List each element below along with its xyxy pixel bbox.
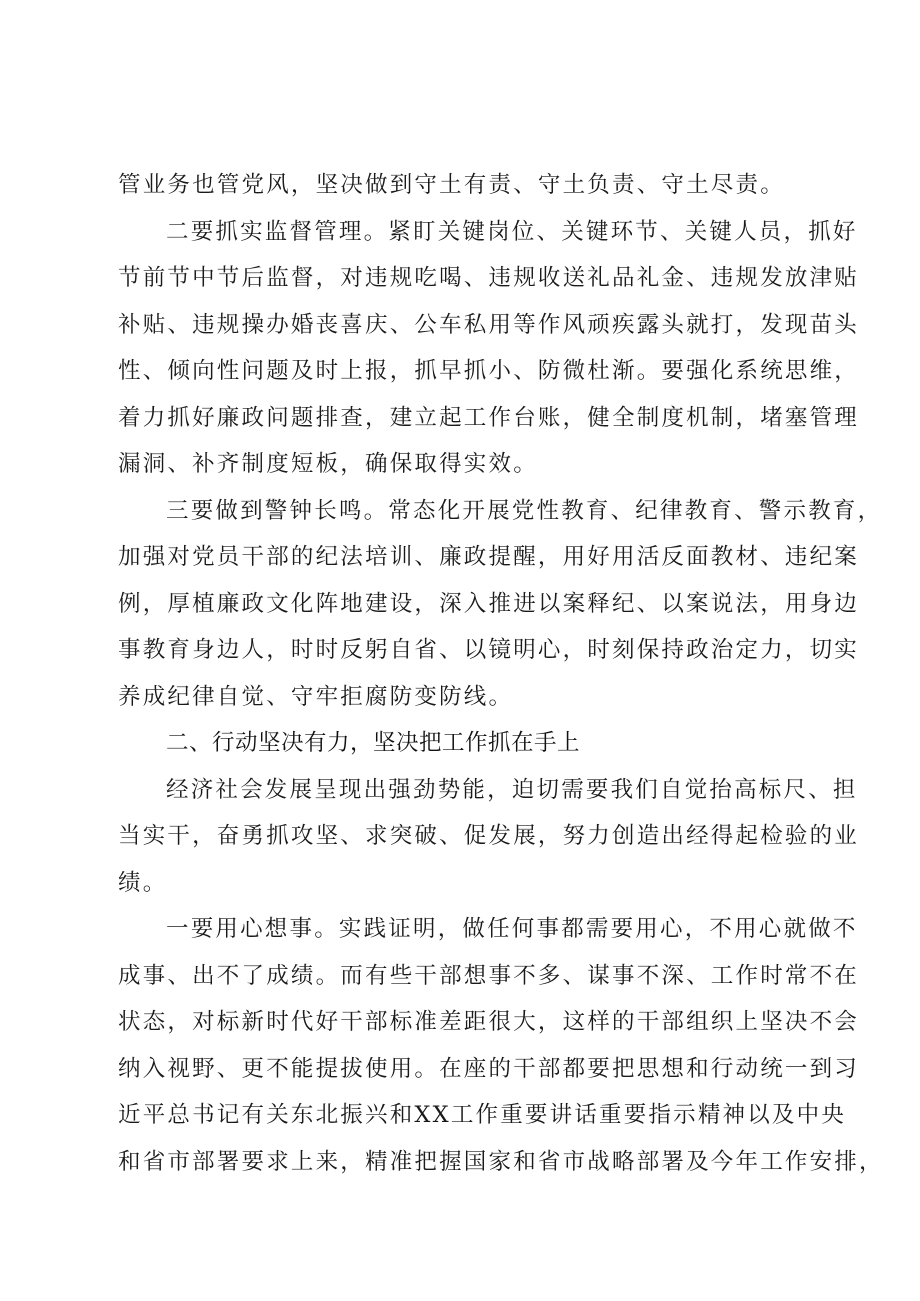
text-line: 状态，对标新时代好干部标准差距很大，这样的干部组织上坚决不会	[118, 1009, 860, 1035]
text-line: 养成纪律自觉、守牢拒腐防变防线。	[118, 683, 514, 710]
text-line: 事教育身边人，时时反躬自省、以镜明心，时刻保持政治定力，切实	[118, 637, 860, 663]
text-line: 管业务也管党风，坚决做到守土有责、守土负责、守土尽责。	[118, 172, 785, 198]
document-body	[118, 162, 884, 1185]
section-heading: 二、行动坚决有力，坚决把工作抓在手上	[166, 730, 581, 756]
text-line: 当实干，奋勇抓攻坚、求突破、促发展，努力创造出经得起检验的业	[118, 823, 860, 849]
text-line: 补贴、违规操办婚丧喜庆、公车私用等作风顽疾露头就打，发现苗头	[118, 311, 860, 338]
text-line: 纳入视野、更不能提拔使用。在座的干部都要把思想和行动统一到习	[118, 1055, 860, 1082]
paragraph	[118, 162, 818, 209]
text-line: 二要抓实监督管理。紧盯关键岗位、关键环节、关键人员，抓好	[166, 218, 858, 245]
text-line: 一要用心想事。实践证明，做任何事都需要用心，不用心就做不	[166, 916, 858, 942]
paragraph	[118, 209, 860, 488]
text-line: 和省市部署要求上来，精准把握国家和省市战略部署及今年工作安排，	[118, 1148, 884, 1175]
text-line: 加强对党员干部的纪法培训、廉政提醒，用好用活反面教材、违纪案	[118, 544, 860, 570]
text-line: 经济社会发展呈现出强劲势能，迫切需要我们自觉抬高标尺、担	[166, 776, 858, 803]
text-line: 例，厚植廉政文化阵地建设，深入推进以案释纪、以案说法，用身边	[118, 590, 860, 617]
text-line: 着力抓好廉政问题排查，建立起工作台账，健全制度机制，堵塞管理	[118, 404, 860, 431]
paragraph	[118, 767, 860, 907]
text-line: 性、倾向性问题及时上报，抓早抓小、防微杜渐。要强化系统思维，	[118, 358, 860, 384]
text-line: 三要做到警钟长鸣。常态化开展党性教育、纪律教育、警示教育，	[166, 497, 883, 524]
paragraph	[118, 906, 884, 1185]
text-line: 近平总书记有关东北振兴和XX工作重要讲话重要指示精神以及中央	[118, 1102, 847, 1128]
text-line: 节前节中节后监督，对违规吃喝、违规收送礼品礼金、违规发放津贴	[118, 265, 860, 291]
paragraph	[118, 488, 883, 721]
text-line: 绩。	[118, 869, 168, 896]
text-line: 漏洞、补齐制度短板，确保取得实效。	[118, 451, 538, 477]
text-line: 成事、出不了成绩。而有些干部想事不多、谋事不深、工作时常不在	[118, 962, 860, 989]
